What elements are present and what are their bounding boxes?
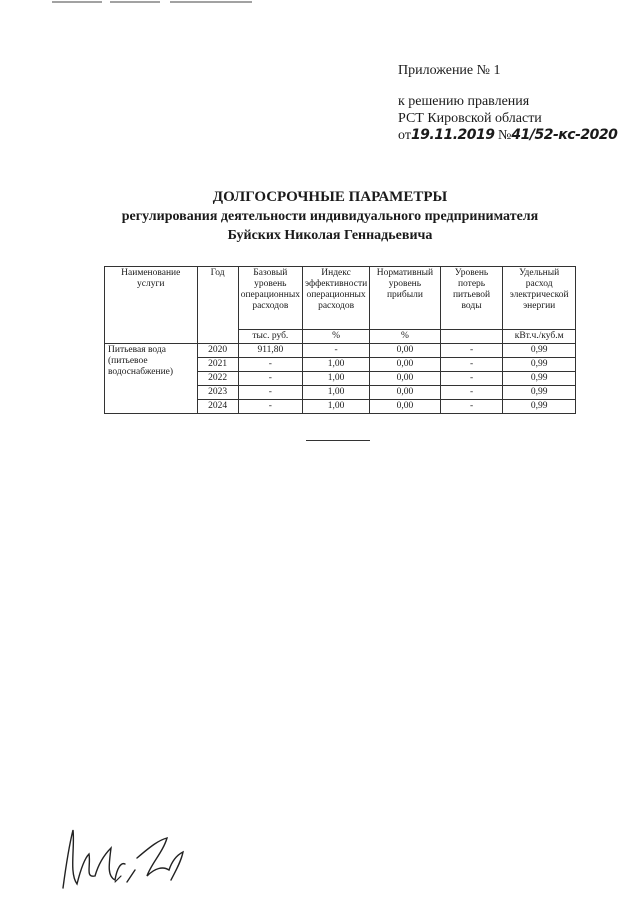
cell-energy: 0,99 xyxy=(503,372,576,386)
cell-base: - xyxy=(238,386,302,400)
cell-energy: 0,99 xyxy=(503,358,576,372)
from-prefix: от xyxy=(398,128,411,143)
handwritten-number: 41/52-кс-2020 xyxy=(511,127,618,143)
cell-losses: - xyxy=(440,344,503,358)
cell-base: 911,80 xyxy=(238,344,302,358)
approval-header xyxy=(398,62,618,144)
signature-icon xyxy=(55,818,195,898)
cell-base: - xyxy=(238,358,302,372)
cell-index: 1,00 xyxy=(302,372,369,386)
title-line-2: регулирования деятельности индивидуального предпринимателя xyxy=(121,209,539,224)
cell-year: 2023 xyxy=(197,386,238,400)
cell-losses: - xyxy=(440,358,503,372)
unit-profit: % xyxy=(370,330,441,344)
cell-profit: 0,00 xyxy=(370,372,441,386)
cell-losses: - xyxy=(440,400,503,414)
title-main: ДОЛГОСРОЧНЫЕ ПАРАМЕТРЫ xyxy=(212,189,448,205)
cell-losses: - xyxy=(440,372,503,386)
header-year: Год xyxy=(197,267,238,344)
scan-artifact-lines xyxy=(0,0,640,12)
cell-index: 1,00 xyxy=(302,358,369,372)
document-title xyxy=(60,188,600,245)
cell-base: - xyxy=(238,400,302,414)
cell-profit: 0,00 xyxy=(370,358,441,372)
unit-losses xyxy=(440,330,503,344)
cell-year: 2021 xyxy=(197,358,238,372)
header-profit-level: Нормативный уровень прибыли xyxy=(370,267,441,330)
title-line-3: Буйских Николая Геннадьевича xyxy=(227,228,433,243)
table-header-row xyxy=(105,267,576,330)
header-energy-consumption: Удельный расход электрической энергии xyxy=(503,267,576,330)
cell-energy: 0,99 xyxy=(503,400,576,414)
header-base-level: Базовый уровень операционных расходов xyxy=(238,267,302,330)
decision-date-number xyxy=(398,127,618,144)
unit-base: тыс. руб. xyxy=(238,330,302,344)
service-name: Питьевая вода (питьевое водоснабжение) xyxy=(105,344,198,414)
cell-year: 2022 xyxy=(197,372,238,386)
cell-index: 1,00 xyxy=(302,400,369,414)
header-water-losses: Уровень потерь питьевой воды xyxy=(440,267,503,330)
cell-base: - xyxy=(238,372,302,386)
cell-losses: - xyxy=(440,386,503,400)
header-efficiency-index: Индекс эффективности операционных расходов xyxy=(302,267,369,330)
table-row xyxy=(105,344,576,358)
number-prefix: № xyxy=(498,128,512,143)
cell-year: 2024 xyxy=(197,400,238,414)
cell-year: 2020 xyxy=(197,344,238,358)
parameters-table xyxy=(104,266,576,414)
cell-profit: 0,00 xyxy=(370,386,441,400)
handwritten-date: 19.11.2019 xyxy=(410,127,495,143)
cell-energy: 0,99 xyxy=(503,386,576,400)
cell-energy: 0,99 xyxy=(503,344,576,358)
decision-line-2: РСТ Кировской области xyxy=(398,111,542,126)
cell-profit: 0,00 xyxy=(370,400,441,414)
unit-energy: кВт.ч./куб.м xyxy=(503,330,576,344)
cell-profit: 0,00 xyxy=(370,344,441,358)
end-divider xyxy=(306,440,370,441)
appendix-label: Приложение № 1 xyxy=(398,63,501,78)
cell-index: - xyxy=(302,344,369,358)
header-service: Наименование услуги xyxy=(105,267,198,344)
unit-index: % xyxy=(302,330,369,344)
decision-line-1: к решению правления xyxy=(398,94,530,109)
cell-index: 1,00 xyxy=(302,386,369,400)
